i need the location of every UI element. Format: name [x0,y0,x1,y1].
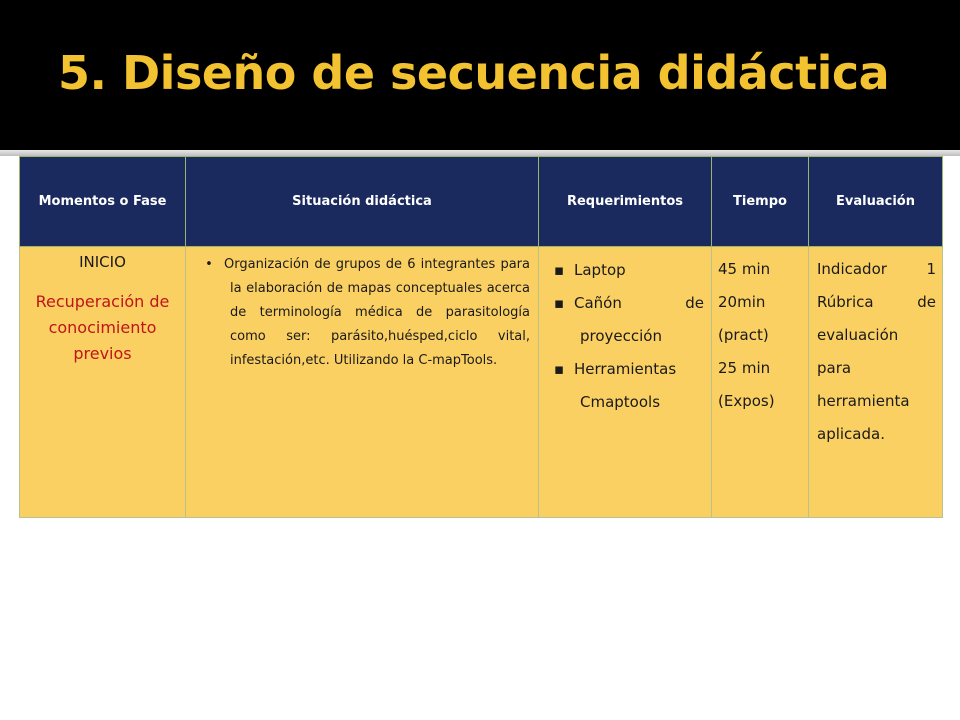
time-entry: 20min (pract) [718,293,769,344]
table-row [20,247,943,518]
requirements-cell [539,247,712,518]
bullet-icon: ▪ [553,360,565,378]
header-cell: Tiempo [712,157,809,247]
time-entry: 25 min (Expos) [718,359,775,410]
time-entry: 45 min [718,260,771,278]
phase-detail: Recuperación de conocimiento previos [35,292,170,363]
evaluation-text: Indicador 1 Rúbrica de evaluación para herramienta aplicada. [817,260,936,443]
table-header-row [20,157,943,247]
slide-title: 5. Diseño de secuencia didáctica [58,46,890,100]
time-cell [712,247,809,518]
header-cell: Requerimientos [539,157,712,247]
situation-cell [186,247,539,518]
header-cell: Situación didáctica [186,157,539,247]
bullet-icon: ▪ [553,261,565,279]
bullet-icon: • [205,257,213,272]
header-cell: Momentos o Fase [20,157,186,247]
list-item: ▪ Herramientas Cmaptools [544,353,704,419]
sequence-table [19,156,943,518]
header-cell: Evaluación [809,157,943,247]
evaluation-cell [809,247,943,518]
bullet-icon: ▪ [553,294,565,312]
list-item: ▪ Cañón de proyección [544,287,704,353]
situation-item [192,253,530,373]
list-item: ▪ Laptop [544,254,704,287]
phase-cell [20,247,186,518]
phase-label: INICIO [79,253,126,271]
requirements-list [540,248,710,419]
situation-text: Organización de grupos de 6 integrantes para la elaboración de mapas conceptuales acerca de terminología médica de parasitología como ser: parásito,huésped,ciclo vital, infestación,etc. Utilizando la C-mapTools. [224,257,530,368]
